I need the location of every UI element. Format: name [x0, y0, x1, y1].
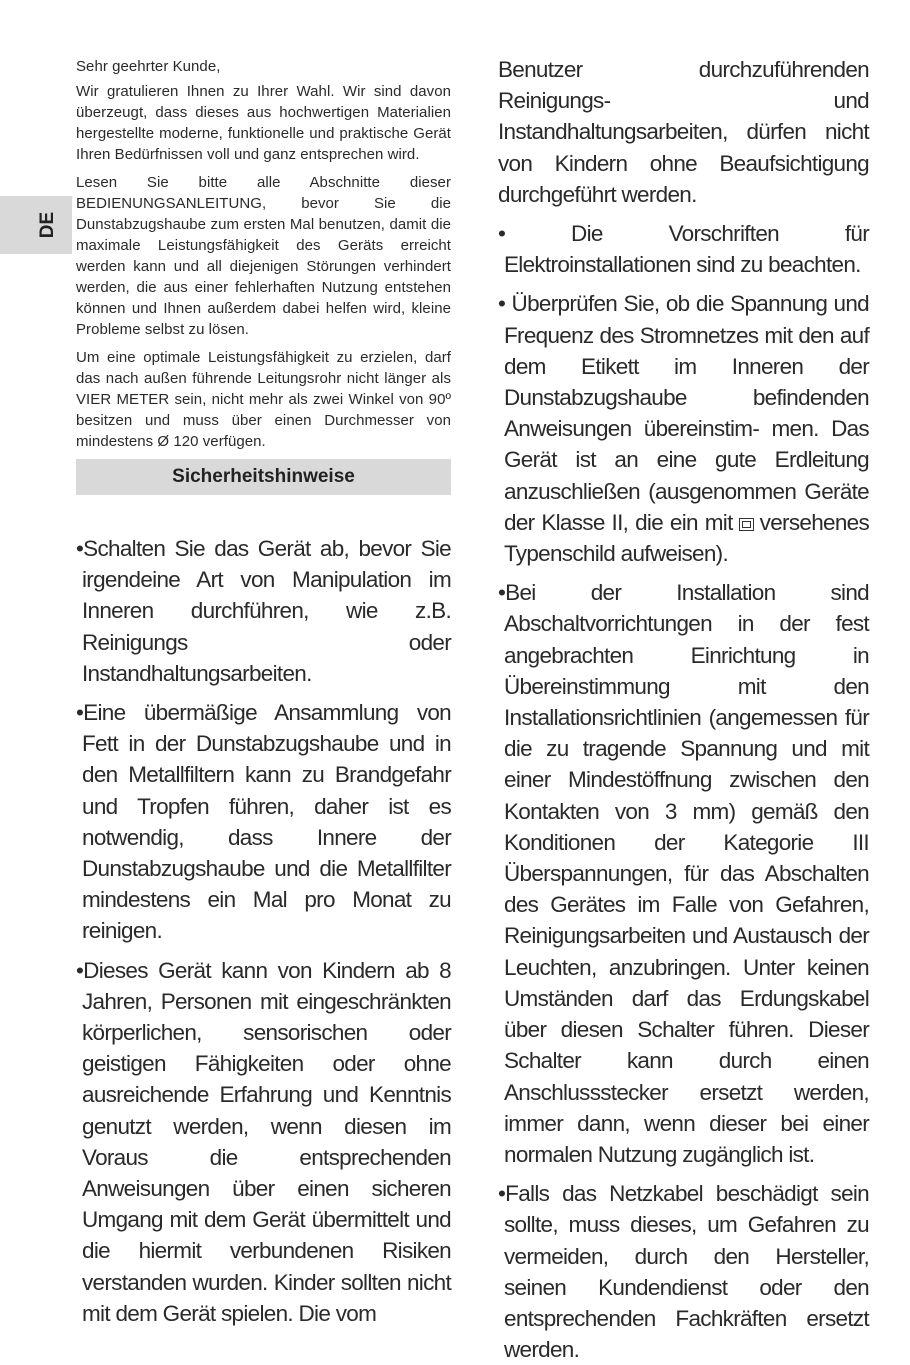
right-column	[498, 54, 869, 1365]
intro-section	[76, 56, 451, 452]
safety-item-switch-off: •Schalten Sie das Gerät ab, bevor Sie irgendeine Art von Manipulation im Inneren durchführen, wie z.B. Reinigungs oder Instandhaltungsarbeiten.	[76, 536, 451, 686]
greeting: Sehr geehrter Kunde,	[76, 58, 221, 75]
intro-paragraph-1: Wir gratulieren Ihnen zu Ihrer Wahl. Wir sind davon überzeugt, dass dieses aus hochwertigen Materialien hergestellte moderne, funktionelle und praktische Gerät Ihren Bedürfnissen voll und ganz entsprechen wird.	[76, 83, 451, 163]
section-heading	[76, 459, 451, 495]
safety-item-grease: •Eine übermäßige Ansammlung von Fett in der Dunstabzugshaube und in den Metallfiltern kann zu Brandgefahr und Tropfen führen, daher ist es notwendig, dass Innere der Dunstabzugshaube und die Metallfilter mindestens ein Mal pro Monat zu reinigen.	[76, 700, 451, 944]
intro-paragraph-3: Um eine optimale Leistungsfähigkeit zu erzielen, darf das nach außen führende Leitungsrohr nicht länger als VIER METER sein, nicht mehr als zwei Winkel von 90º besitzen und muss über einen Durchmesser von mindestens Ø 120 verfügen.	[76, 349, 451, 450]
safety-list-right	[498, 54, 869, 1365]
safety-item-power-cord: •Falls das Netzkabel beschädigt sein sollte, muss dieses, um Gefahren zu vermeiden, durch den Hersteller, seinen Kundendienst oder den entsprechenden Fachkräften ersetzt werden.	[498, 1181, 869, 1363]
safety-item-regulations: • Die Vorschriften für Elektroinstallationen sind zu beachten.	[498, 221, 869, 278]
safety-item-children: •Dieses Gerät kann von Kindern ab 8 Jahren, Personen mit eingeschränkten körperlichen, sensorischen oder geistigen Fähigkeiten oder ohne ausreichende Erfahrung und Kenntnis genutzt werden, wenn diesen im Voraus die entsprechenden Anweisungen über einen sicheren Umgang mit dem Gerät übermittelt und die hiermit verbundenen Risiken verstanden wurden. Kinder sollten nicht mit dem Gerät spielen. Die vom	[76, 957, 451, 1326]
language-tab	[0, 196, 72, 254]
language-tab-label: DE	[37, 211, 58, 239]
intro-paragraph-2: Lesen Sie bitte alle Abschnitte dieser BEDIENUNGSANLEITUNG, bevor Sie die Dunstabzugshaube zum ersten Mal benutzen, damit die maximale Leistungsfähigkeit des Geräts erreicht werden kann und all diejenigen Störungen verhindert werden, die aus einer fehlerhaften Nutzung entstehen können und Ihnen außerdem dabei helfen wird, kleine Probleme selbst zu lösen.	[76, 174, 451, 338]
left-column	[76, 56, 451, 1329]
voltage-text-part-2: versehenes Typenschild aufweisen).	[504, 509, 869, 567]
safety-item-voltage	[498, 288, 869, 569]
safety-list-left	[76, 533, 451, 1329]
safety-item-continuation: Benutzer durchzuführenden Reinigungs- und Instandhaltungsarbeiten, dürfen nicht von Kindern ohne Beaufsichtigung durchgeführt werden.	[498, 57, 869, 207]
section-heading-text: Sicherheitshinweise	[172, 466, 355, 487]
voltage-text-part-1: • Überprüfen Sie, ob die Spannung und Frequenz des Stromnetzes mit den auf dem Etikett im Inneren der Dunstabzugshaube befindenden Anweisungen übereinstim- men. Das Gerät ist an eine gute Erdleitung anzuschließen (ausgenommen Geräte der Klasse II, die ein mit	[498, 291, 869, 535]
safety-item-installation: •Bei der Installation sind Abschaltvorrichtungen in der fest angebrachten Einrichtung in Übereinstimmung mit den Installationsrichtlinien (angemessen für die zu tragende Spannung und mit einer Mindestöffnung zwischen den Kontakten von 3 mm) gemäß den Konditionen der Kategorie III Überspannungen, für das Abschalten des Gerätes im Falle von Gefahren, Reinigungsarbeiten und Austausch der Leuchten, anzubringen. Unter keinen Umständen darf das Erdungskabel über diesen Schalter führen. Dieser Schalter kann durch einen Anschlussstecker ersetzt werden, immer dann, wenn dieser bei einer normalen Nutzung zugänglich ist.	[498, 580, 869, 1167]
class-ii-symbol-icon	[739, 518, 754, 531]
